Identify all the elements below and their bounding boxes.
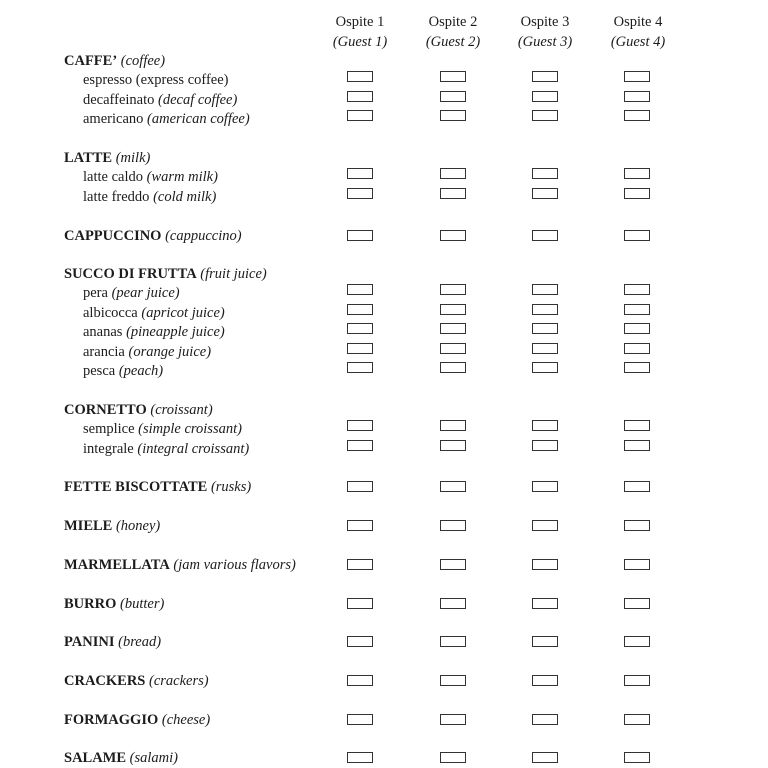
section-translation: (crackers) bbox=[149, 673, 209, 689]
item-5-2-checkbox-guest-1[interactable] bbox=[347, 440, 373, 451]
section-translation: (butter) bbox=[120, 596, 165, 612]
section-translation: (coffee) bbox=[120, 53, 166, 69]
section-heading bbox=[64, 151, 150, 166]
list-item bbox=[83, 286, 180, 301]
list-item bbox=[83, 345, 211, 360]
list-item bbox=[83, 112, 250, 127]
item-4-5-checkbox-guest-1[interactable] bbox=[347, 362, 373, 373]
section-translation: (milk) bbox=[115, 150, 151, 166]
section-name: CAPPUCCINO bbox=[64, 228, 162, 244]
item-name: albicocca bbox=[83, 304, 138, 321]
section-heading bbox=[64, 674, 209, 689]
item-name: espresso bbox=[83, 72, 133, 89]
section-heading bbox=[64, 403, 213, 418]
section-8-checkbox-guest-3[interactable] bbox=[532, 559, 558, 570]
section-7-checkbox-guest-3[interactable] bbox=[532, 520, 558, 531]
section-translation: (fruit juice) bbox=[200, 266, 267, 282]
item-name: latte freddo bbox=[83, 188, 150, 205]
item-4-3-checkbox-guest-4[interactable] bbox=[624, 323, 650, 334]
item-translation: (integral croissant) bbox=[137, 440, 250, 457]
item-4-5-checkbox-guest-3[interactable] bbox=[532, 362, 558, 373]
section-heading bbox=[64, 713, 210, 728]
section-heading bbox=[64, 558, 296, 573]
section-name: SUCCO DI FRUTTA bbox=[64, 266, 197, 282]
section-12-checkbox-guest-2[interactable] bbox=[440, 714, 466, 725]
section-8-checkbox-guest-2[interactable] bbox=[440, 559, 466, 570]
item-2-1-checkbox-guest-4[interactable] bbox=[624, 168, 650, 179]
item-translation: (peach) bbox=[118, 363, 164, 379]
item-translation: (simple croissant) bbox=[138, 421, 242, 438]
item-5-1-checkbox-guest-1[interactable] bbox=[347, 420, 373, 431]
item-5-1-checkbox-guest-4[interactable] bbox=[624, 420, 650, 431]
list-item bbox=[83, 364, 163, 379]
section-11-checkbox-guest-1[interactable] bbox=[347, 675, 373, 686]
item-4-2-checkbox-guest-2[interactable] bbox=[440, 304, 466, 315]
guest-translation: (Guest 3) bbox=[517, 33, 573, 50]
section-3-checkbox-guest-2[interactable] bbox=[440, 230, 466, 241]
section-heading bbox=[64, 635, 161, 650]
section-12-checkbox-guest-1[interactable] bbox=[347, 714, 373, 725]
section-name: FORMAGGIO bbox=[64, 712, 159, 728]
section-8-checkbox-guest-1[interactable] bbox=[347, 559, 373, 570]
section-name: MARMELLATA bbox=[64, 557, 170, 573]
section-13-checkbox-guest-3[interactable] bbox=[532, 752, 558, 763]
item-4-4-checkbox-guest-2[interactable] bbox=[440, 343, 466, 354]
item-4-5-checkbox-guest-4[interactable] bbox=[624, 362, 650, 373]
section-10-checkbox-guest-4[interactable] bbox=[624, 636, 650, 647]
item-1-1-checkbox-guest-1[interactable] bbox=[347, 71, 373, 82]
item-name: arancia bbox=[83, 343, 125, 360]
section-10-checkbox-guest-3[interactable] bbox=[532, 636, 558, 647]
item-translation: (apricot juice) bbox=[141, 304, 225, 321]
list-item bbox=[83, 93, 237, 108]
section-9-checkbox-guest-1[interactable] bbox=[347, 598, 373, 609]
section-translation: (croissant) bbox=[150, 402, 213, 418]
section-7-checkbox-guest-1[interactable] bbox=[347, 520, 373, 531]
item-4-4-checkbox-guest-1[interactable] bbox=[347, 343, 373, 354]
section-name: PANINI bbox=[64, 634, 115, 650]
section-12-checkbox-guest-4[interactable] bbox=[624, 714, 650, 725]
item-5-2-checkbox-guest-4[interactable] bbox=[624, 440, 650, 451]
section-heading bbox=[64, 54, 165, 69]
section-13-checkbox-guest-1[interactable] bbox=[347, 752, 373, 763]
item-name: decaffeinato bbox=[83, 91, 155, 108]
item-2-1-checkbox-guest-2[interactable] bbox=[440, 168, 466, 179]
item-name: semplice bbox=[83, 421, 135, 438]
section-11-checkbox-guest-2[interactable] bbox=[440, 675, 466, 686]
section-name: CAFFE’ bbox=[64, 53, 118, 69]
section-13-checkbox-guest-2[interactable] bbox=[440, 752, 466, 763]
guest-header-3 bbox=[500, 15, 590, 49]
item-name: integrale bbox=[83, 440, 134, 457]
list-item bbox=[83, 306, 225, 321]
section-9-checkbox-guest-4[interactable] bbox=[624, 598, 650, 609]
item-translation: (pear juice) bbox=[111, 285, 180, 302]
item-4-4-checkbox-guest-3[interactable] bbox=[532, 343, 558, 354]
section-3-checkbox-guest-4[interactable] bbox=[624, 230, 650, 241]
item-1-2-checkbox-guest-4[interactable] bbox=[624, 91, 650, 102]
section-7-checkbox-guest-2[interactable] bbox=[440, 520, 466, 531]
guest-header-2 bbox=[408, 15, 498, 49]
item-translation: (decaf coffee) bbox=[158, 91, 238, 108]
section-6-checkbox-guest-4[interactable] bbox=[624, 481, 650, 492]
guest-header-4 bbox=[593, 15, 683, 49]
section-heading bbox=[64, 519, 160, 534]
item-4-3-checkbox-guest-1[interactable] bbox=[347, 323, 373, 334]
item-5-1-checkbox-guest-3[interactable] bbox=[532, 420, 558, 431]
item-2-2-checkbox-guest-2[interactable] bbox=[440, 188, 466, 199]
item-4-2-checkbox-guest-3[interactable] bbox=[532, 304, 558, 315]
section-name: FETTE BISCOTTATE bbox=[64, 479, 208, 495]
item-name: ananas bbox=[83, 324, 123, 341]
section-translation: (bread) bbox=[118, 634, 162, 650]
item-2-2-checkbox-guest-4[interactable] bbox=[624, 188, 650, 199]
item-4-5-checkbox-guest-2[interactable] bbox=[440, 362, 466, 373]
guest-name: Ospite 4 bbox=[613, 14, 663, 30]
guest-name: Ospite 3 bbox=[520, 14, 570, 30]
item-name: americano bbox=[83, 111, 144, 128]
section-10-checkbox-guest-2[interactable] bbox=[440, 636, 466, 647]
item-4-4-checkbox-guest-4[interactable] bbox=[624, 343, 650, 354]
item-1-1-checkbox-guest-3[interactable] bbox=[532, 71, 558, 82]
section-name: SALAME bbox=[64, 750, 127, 766]
list-item bbox=[83, 73, 229, 88]
section-translation: (rusks) bbox=[210, 479, 252, 495]
item-translation: (pineapple juice) bbox=[126, 324, 225, 341]
item-4-3-checkbox-guest-3[interactable] bbox=[532, 323, 558, 334]
section-translation: (jam various flavors) bbox=[173, 557, 296, 573]
section-name: CRACKERS bbox=[64, 673, 146, 689]
item-name: pesca bbox=[83, 363, 116, 379]
section-name: CORNETTO bbox=[64, 402, 147, 418]
section-3-checkbox-guest-1[interactable] bbox=[347, 230, 373, 241]
guest-translation: (Guest 1) bbox=[332, 33, 388, 50]
item-4-3-checkbox-guest-2[interactable] bbox=[440, 323, 466, 334]
section-heading bbox=[64, 480, 251, 495]
item-name: pera bbox=[83, 285, 108, 302]
list-item bbox=[83, 325, 225, 340]
item-4-2-checkbox-guest-1[interactable] bbox=[347, 304, 373, 315]
section-heading bbox=[64, 267, 267, 282]
guest-translation: (Guest 2) bbox=[425, 33, 481, 50]
item-translation: (express coffee) bbox=[135, 72, 229, 89]
section-11-checkbox-guest-4[interactable] bbox=[624, 675, 650, 686]
item-1-2-checkbox-guest-2[interactable] bbox=[440, 91, 466, 102]
section-translation: (cheese) bbox=[161, 712, 211, 728]
item-1-1-checkbox-guest-4[interactable] bbox=[624, 71, 650, 82]
item-4-1-checkbox-guest-2[interactable] bbox=[440, 284, 466, 295]
item-name: latte caldo bbox=[83, 169, 143, 186]
item-2-2-checkbox-guest-1[interactable] bbox=[347, 188, 373, 199]
item-4-1-checkbox-guest-3[interactable] bbox=[532, 284, 558, 295]
item-1-2-checkbox-guest-1[interactable] bbox=[347, 91, 373, 102]
item-1-2-checkbox-guest-3[interactable] bbox=[532, 91, 558, 102]
item-2-1-checkbox-guest-3[interactable] bbox=[532, 168, 558, 179]
section-translation: (salami) bbox=[129, 750, 179, 766]
section-9-checkbox-guest-3[interactable] bbox=[532, 598, 558, 609]
section-13-checkbox-guest-4[interactable] bbox=[624, 752, 650, 763]
section-name: MIELE bbox=[64, 518, 113, 534]
guest-name: Ospite 1 bbox=[335, 14, 385, 30]
item-translation: (orange juice) bbox=[128, 343, 212, 360]
section-6-checkbox-guest-2[interactable] bbox=[440, 481, 466, 492]
section-9-checkbox-guest-2[interactable] bbox=[440, 598, 466, 609]
item-5-1-checkbox-guest-2[interactable] bbox=[440, 420, 466, 431]
list-item bbox=[83, 442, 249, 457]
section-6-checkbox-guest-1[interactable] bbox=[347, 481, 373, 492]
item-1-1-checkbox-guest-2[interactable] bbox=[440, 71, 466, 82]
item-translation: (cold milk) bbox=[153, 188, 217, 205]
section-6-checkbox-guest-3[interactable] bbox=[532, 481, 558, 492]
item-4-2-checkbox-guest-4[interactable] bbox=[624, 304, 650, 315]
item-1-3-checkbox-guest-2[interactable] bbox=[440, 110, 466, 121]
section-translation: (honey) bbox=[115, 518, 161, 534]
section-heading bbox=[64, 229, 242, 244]
section-heading bbox=[64, 751, 178, 766]
guest-header-1 bbox=[315, 15, 405, 49]
section-11-checkbox-guest-3[interactable] bbox=[532, 675, 558, 686]
item-2-1-checkbox-guest-1[interactable] bbox=[347, 168, 373, 179]
section-name: LATTE bbox=[64, 150, 113, 166]
guest-translation: (Guest 4) bbox=[610, 33, 666, 50]
item-1-3-checkbox-guest-4[interactable] bbox=[624, 110, 650, 121]
item-5-2-checkbox-guest-3[interactable] bbox=[532, 440, 558, 451]
item-4-1-checkbox-guest-1[interactable] bbox=[347, 284, 373, 295]
item-1-3-checkbox-guest-3[interactable] bbox=[532, 110, 558, 121]
item-translation: (american coffee) bbox=[147, 111, 250, 128]
list-item bbox=[83, 422, 242, 437]
list-item bbox=[83, 170, 218, 185]
item-translation: (warm milk) bbox=[146, 169, 218, 186]
item-5-2-checkbox-guest-2[interactable] bbox=[440, 440, 466, 451]
guest-name: Ospite 2 bbox=[428, 14, 478, 30]
section-heading bbox=[64, 597, 164, 612]
item-2-2-checkbox-guest-3[interactable] bbox=[532, 188, 558, 199]
list-item bbox=[83, 190, 216, 205]
section-7-checkbox-guest-4[interactable] bbox=[624, 520, 650, 531]
section-10-checkbox-guest-1[interactable] bbox=[347, 636, 373, 647]
section-3-checkbox-guest-3[interactable] bbox=[532, 230, 558, 241]
section-translation: (cappuccino) bbox=[165, 228, 242, 244]
section-name: BURRO bbox=[64, 596, 117, 612]
item-4-1-checkbox-guest-4[interactable] bbox=[624, 284, 650, 295]
item-1-3-checkbox-guest-1[interactable] bbox=[347, 110, 373, 121]
section-12-checkbox-guest-3[interactable] bbox=[532, 714, 558, 725]
section-8-checkbox-guest-4[interactable] bbox=[624, 559, 650, 570]
